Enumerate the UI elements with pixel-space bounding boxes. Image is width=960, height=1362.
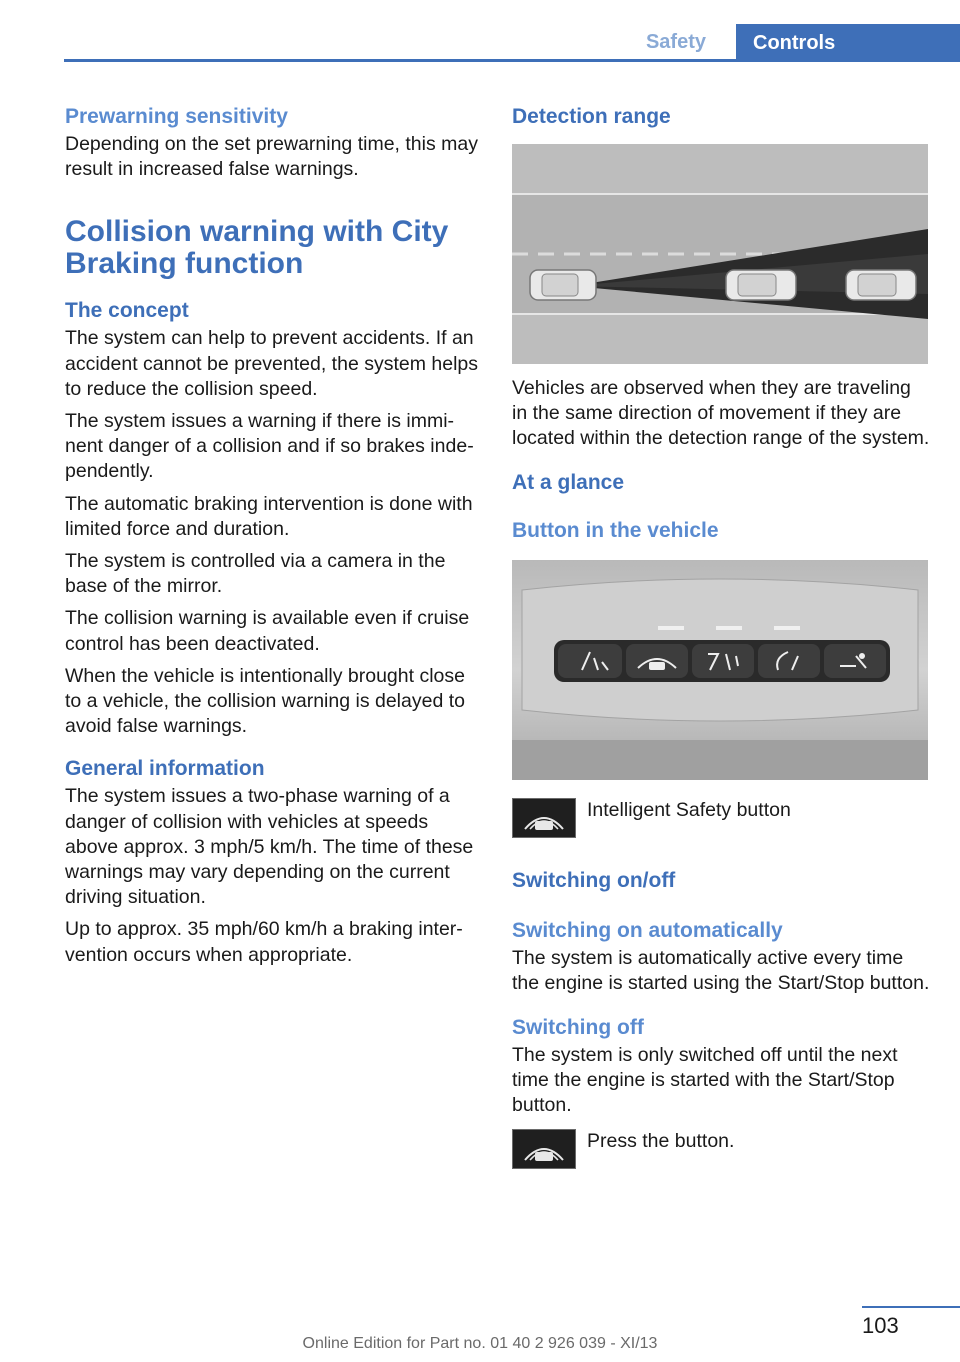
heading-prewarning-sensitivity: Prewarning sensitivity xyxy=(65,105,288,128)
paragraph-prewarning: Depending on the set prewarning time, this may result in increased false warnings. xyxy=(65,133,478,181)
heading-at-a-glance: At a glance xyxy=(512,470,625,494)
header-rule xyxy=(64,59,960,62)
heading-switching-off: Switching off xyxy=(512,1016,644,1040)
lane-keeping-icon xyxy=(758,644,820,678)
heading-button-in-vehicle: Button in the vehicle xyxy=(512,518,719,542)
heading-detection-range: Detection range xyxy=(512,105,671,128)
lane-change-icon xyxy=(692,644,754,678)
car-icon xyxy=(530,270,596,300)
press-button-label: Press the button. xyxy=(587,1129,735,1152)
heading-the-concept: The concept xyxy=(65,299,189,323)
paragraph-detection: Vehicles are observed when they are traveling in the same direction of movement if they are located within the detection range of the system. xyxy=(512,377,930,450)
heading-collision-warning xyxy=(65,216,483,280)
intelligent-safety-label: Intelligent Safety button xyxy=(587,798,791,821)
paragraph-general-1: The system issues a two-phase warning of a danger of collision with vehicles at speeds above approx. 3 mph/5 km/h. The time of these warnings may vary depending on the current driving situation. xyxy=(65,785,474,909)
paragraph-concept-4: The system is controlled via a camera in the base of the mirror. xyxy=(65,550,446,598)
button-panel-illustration xyxy=(512,560,928,780)
car-icon xyxy=(846,270,916,300)
header-chapter-controls: Controls xyxy=(736,24,960,62)
paragraph-general-2: Up to approx. 35 mph/60 km/h a braking intervention occurs when appropriate. xyxy=(65,918,463,966)
paragraph-concept-1: The system can help to prevent accidents. If an accident cannot be prevented, the system helps to reduce the collision speed. xyxy=(65,327,479,400)
car-icon xyxy=(726,270,796,300)
intelligent-safety-icon xyxy=(626,644,688,678)
footer-edition: Online Edition for Part no. 01 40 2 926 039 - XI/13 xyxy=(302,1335,658,1352)
intelligent-safety-legend xyxy=(512,798,930,838)
paragraph-switching-off: The system is only switched off until the next time the engine is started with the Start/Stop button. xyxy=(512,1044,898,1117)
lane-departure-icon xyxy=(558,644,622,678)
paragraph-concept-3: The automatic braking intervention is done with limited force and duration. xyxy=(65,492,473,540)
paragraph-concept-5: The collision warning is available even if cruise control has been deactivated. xyxy=(65,607,470,655)
paragraph-switching-auto: The system is automatically active every time the engine is started using the Start/Stop button. xyxy=(512,946,930,994)
heading-general-information: General information xyxy=(65,757,265,781)
right-column xyxy=(512,100,930,1169)
heading-switching-on-off: Switching on/off xyxy=(512,868,676,892)
header-section-safety: Safety xyxy=(645,31,706,53)
paragraph-concept-2: The system issues a warning if there is imminent danger of a collision and if so brakes independently. xyxy=(65,410,474,483)
heading-collision-warning-line1: Collision warning with City xyxy=(65,215,449,249)
footer-rule xyxy=(862,1306,960,1308)
heading-switching-on-automatically: Switching on automatically xyxy=(512,918,783,942)
intelligent-safety-button-icon xyxy=(512,1129,576,1169)
page-number: 103 xyxy=(862,1313,899,1338)
heading-collision-warning-line2: Braking function xyxy=(65,247,304,281)
press-button-legend xyxy=(512,1129,930,1169)
parking-assistant-icon xyxy=(824,644,886,678)
detection-range-illustration xyxy=(512,144,928,364)
paragraph-concept-6: When the vehicle is intentionally brought close to a vehicle, the collision warning is delayed to avoid false warnings. xyxy=(65,664,465,738)
intelligent-safety-button-icon xyxy=(512,798,576,838)
left-column xyxy=(65,100,483,975)
